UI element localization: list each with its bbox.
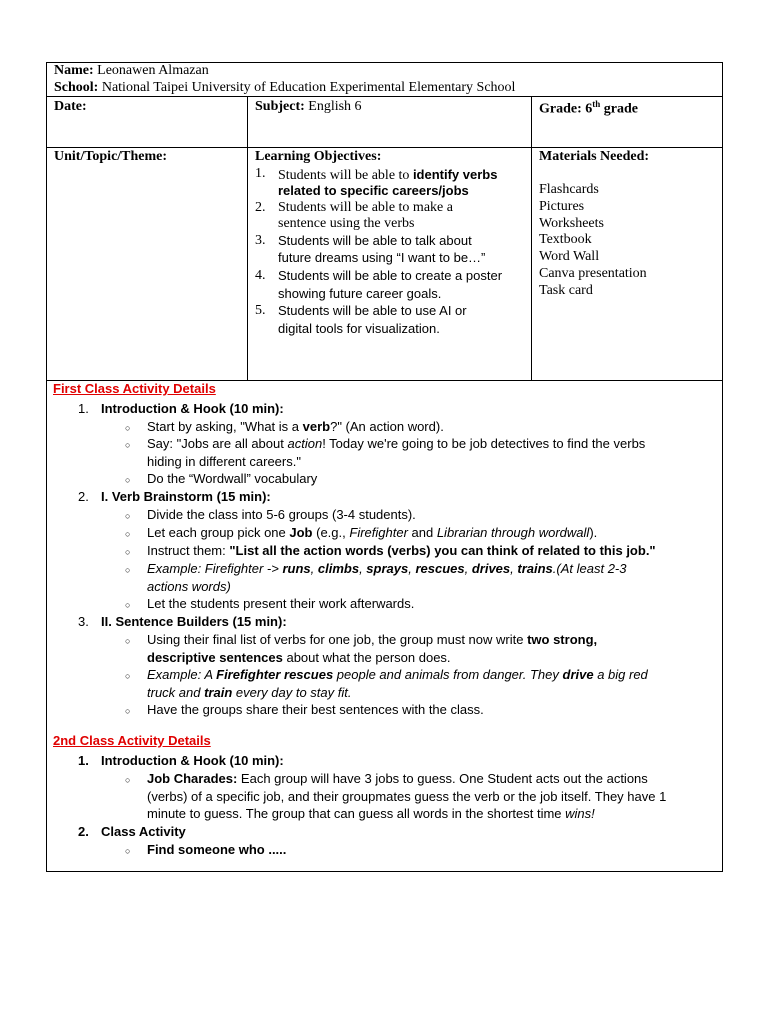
bullet-text-line3 bbox=[147, 805, 704, 823]
material-item: Flashcards bbox=[539, 182, 599, 197]
lesson-plan-table bbox=[46, 62, 723, 872]
unit-label: Unit/Topic/Theme: bbox=[54, 149, 168, 164]
text-part: (e.g., bbox=[312, 525, 350, 540]
bullet-text bbox=[147, 631, 704, 649]
text-part: ). bbox=[589, 525, 598, 540]
materials-label: Materials Needed: bbox=[539, 149, 650, 164]
item-number: 2. bbox=[78, 489, 89, 504]
text-bold: Job Charades: bbox=[147, 771, 238, 786]
text-part: minute to guess. The group that can guess all words in the shortest time bbox=[147, 806, 566, 821]
second-class-title: 2nd Class Activity Details bbox=[53, 733, 211, 748]
bullet-text bbox=[147, 524, 704, 542]
objective-text: Students will be able to use AI or bbox=[278, 303, 467, 318]
name-label: Name: bbox=[54, 63, 94, 78]
bullet-text bbox=[147, 418, 704, 436]
bullet-circle: ○ bbox=[125, 565, 131, 575]
text-part: Let each group pick one bbox=[147, 525, 290, 540]
grade-suffix: grade bbox=[603, 101, 638, 117]
text-italic: Firefighter bbox=[349, 525, 408, 540]
text-part: , bbox=[310, 561, 318, 576]
bullet-text bbox=[147, 666, 704, 684]
text-bold: Job bbox=[289, 525, 313, 540]
school-name: National Taipei University of Education Experimental Elementary School bbox=[101, 80, 516, 95]
text-bold: verb bbox=[302, 419, 331, 434]
subject-value: English 6 bbox=[308, 99, 362, 114]
text-part: a big red bbox=[593, 667, 648, 682]
text-bold: two strong, bbox=[527, 632, 598, 647]
name-line bbox=[54, 63, 209, 79]
bullet-text bbox=[147, 560, 704, 578]
subject-line bbox=[255, 99, 362, 115]
objective-text-line2: digital tools for visualization. bbox=[278, 321, 440, 336]
bullet-circle: ○ bbox=[125, 706, 131, 716]
text-part: Using their final list of verbs for one job, the group must now write bbox=[147, 632, 528, 647]
item-number: 2. bbox=[78, 824, 89, 839]
text-part: Example: Firefighter -> bbox=[147, 561, 283, 576]
bullet-text: Have the groups share their best sentences with the class. bbox=[147, 702, 484, 717]
text-part: Instruct them: bbox=[147, 543, 230, 558]
text-part: .(At least 2-3 bbox=[552, 561, 627, 576]
school-label: School: bbox=[54, 80, 99, 95]
bullet-circle: ○ bbox=[125, 600, 131, 610]
text-bold: runs bbox=[282, 561, 311, 576]
bullet-circle: ○ bbox=[125, 547, 131, 557]
bullet-circle: ○ bbox=[125, 529, 131, 539]
bullet-text: Find someone who ..... bbox=[147, 842, 287, 857]
bullet-circle: ○ bbox=[125, 423, 131, 433]
header-row bbox=[47, 63, 722, 96]
bullet-text: Do the “Wordwall” vocabulary bbox=[147, 471, 318, 486]
grade-cell bbox=[531, 97, 722, 147]
item-title: Class Activity bbox=[101, 824, 186, 839]
grade-label: Grade: 6 bbox=[539, 101, 593, 117]
bullet-circle: ○ bbox=[125, 440, 131, 450]
text-bold: rescues bbox=[415, 561, 465, 576]
objective-text: Students will be able to create a poster bbox=[278, 268, 503, 283]
text-part: , bbox=[510, 561, 518, 576]
objective-number: 2. bbox=[255, 200, 266, 215]
text-bold: drive bbox=[562, 667, 594, 682]
objective-number: 1. bbox=[255, 166, 266, 181]
text-bold: "List all the action words (verbs) you can think of related to this job." bbox=[229, 543, 656, 558]
text-part: , bbox=[464, 561, 472, 576]
bullet-circle: ○ bbox=[125, 636, 131, 646]
text-part: , bbox=[359, 561, 367, 576]
grade-line bbox=[539, 99, 638, 118]
bullet-text: Let the students present their work afterwards. bbox=[147, 596, 415, 611]
subject-label: Subject: bbox=[255, 99, 305, 114]
subject-cell bbox=[247, 97, 531, 147]
objective-text bbox=[278, 166, 497, 184]
bullet-text-line2: actions words) bbox=[147, 579, 231, 594]
objective-text-part: Students will be able to bbox=[278, 168, 413, 183]
objective-text-bold-line2: related to specific careers/jobs bbox=[278, 183, 469, 198]
text-part: people and animals from danger. They bbox=[333, 667, 563, 682]
bullet-text bbox=[147, 542, 704, 560]
objective-text-line2: showing future career goals. bbox=[278, 286, 442, 301]
item-number: 3. bbox=[78, 614, 89, 629]
bullet-circle: ○ bbox=[125, 511, 131, 521]
activities-section bbox=[47, 380, 722, 871]
date-subject-grade-row bbox=[47, 96, 722, 147]
bullet-text bbox=[147, 435, 704, 453]
school-line bbox=[54, 80, 515, 96]
bullet-text-line2 bbox=[147, 649, 704, 667]
material-item: Word Wall bbox=[539, 249, 600, 265]
text-part: every day to stay fit. bbox=[232, 685, 352, 700]
bullet-text-line2 bbox=[147, 684, 704, 702]
materials-cell bbox=[531, 148, 722, 380]
objective-number: 3. bbox=[255, 233, 266, 248]
material-item: Worksheets bbox=[539, 215, 604, 231]
bullet-text: Divide the class into 5-6 groups (3-4 students). bbox=[147, 507, 416, 522]
grade-sup: th bbox=[592, 99, 601, 109]
objectives-cell bbox=[247, 148, 531, 380]
unit-objectives-materials-row bbox=[47, 147, 722, 380]
objective-text: Students will be able to talk about bbox=[278, 233, 472, 248]
text-italic: Librarian through wordwall bbox=[436, 525, 590, 540]
objective-text-line2: future dreams using “I want to be…” bbox=[278, 250, 486, 265]
text-part: Each group will have 3 jobs to guess. One Student acts out the actions bbox=[237, 771, 648, 786]
material-item: Textbook bbox=[539, 232, 592, 248]
text-part: ! Today we're going to be job detectives to find the verbs bbox=[322, 436, 646, 451]
text-bold: Firefighter rescues bbox=[216, 667, 334, 682]
objective-text-line2: sentence using the verbs bbox=[278, 216, 415, 231]
text-part: Example: A bbox=[147, 667, 217, 682]
text-bold: sprays bbox=[366, 561, 409, 576]
material-item: Pictures bbox=[539, 198, 585, 214]
objective-number: 5. bbox=[255, 303, 266, 318]
item-title: I. Verb Brainstorm (15 min): bbox=[101, 489, 271, 504]
text-part: Start by asking, "What is a bbox=[147, 419, 303, 434]
objective-text: Students will be able to make a bbox=[278, 200, 453, 215]
unit-cell bbox=[47, 148, 247, 380]
text-part: ?" (An action word). bbox=[330, 419, 444, 434]
first-class-title: First Class Activity Details bbox=[53, 381, 216, 396]
materials-list bbox=[539, 182, 647, 300]
bullet-text-line2: hiding in different careers." bbox=[147, 454, 301, 469]
item-title: Introduction & Hook (10 min): bbox=[101, 753, 284, 768]
text-part: and bbox=[407, 525, 437, 540]
item-title: II. Sentence Builders (15 min): bbox=[101, 614, 287, 629]
text-italic: wins! bbox=[565, 806, 595, 821]
item-number: 1. bbox=[78, 753, 89, 768]
bullet-circle: ○ bbox=[125, 671, 131, 681]
material-item: Canva presentation bbox=[539, 265, 647, 281]
text-part: Say: "Jobs are all about bbox=[147, 436, 288, 451]
text-part: about what the person does. bbox=[282, 650, 451, 665]
objectives-label: Learning Objectives: bbox=[255, 149, 382, 164]
item-title: Introduction & Hook (10 min): bbox=[101, 401, 284, 416]
text-italic: action bbox=[287, 436, 323, 451]
material-item: Task card bbox=[539, 282, 593, 298]
bullet-text bbox=[147, 770, 704, 788]
date-label: Date: bbox=[54, 99, 87, 114]
text-bold: train bbox=[204, 685, 233, 700]
text-bold: drives bbox=[471, 561, 511, 576]
item-number: 1. bbox=[78, 401, 89, 416]
text-bold: descriptive sentences bbox=[147, 650, 283, 665]
objective-number: 4. bbox=[255, 268, 266, 283]
text-part: , bbox=[408, 561, 416, 576]
text-part: truck and bbox=[147, 685, 205, 700]
bullet-circle: ○ bbox=[125, 846, 131, 856]
bullet-circle: ○ bbox=[125, 475, 131, 485]
teacher-name: Leonawen Almazan bbox=[97, 63, 209, 78]
bullet-circle: ○ bbox=[125, 775, 131, 785]
text-bold: trains bbox=[517, 561, 553, 576]
objective-text-bold: identify verbs bbox=[412, 167, 498, 182]
text-bold: climbs bbox=[317, 561, 360, 576]
date-cell bbox=[47, 97, 247, 147]
bullet-text-line2: (verbs) of a specific job, and their groupmates guess the verb or the job itself. They have 1 bbox=[147, 789, 667, 804]
